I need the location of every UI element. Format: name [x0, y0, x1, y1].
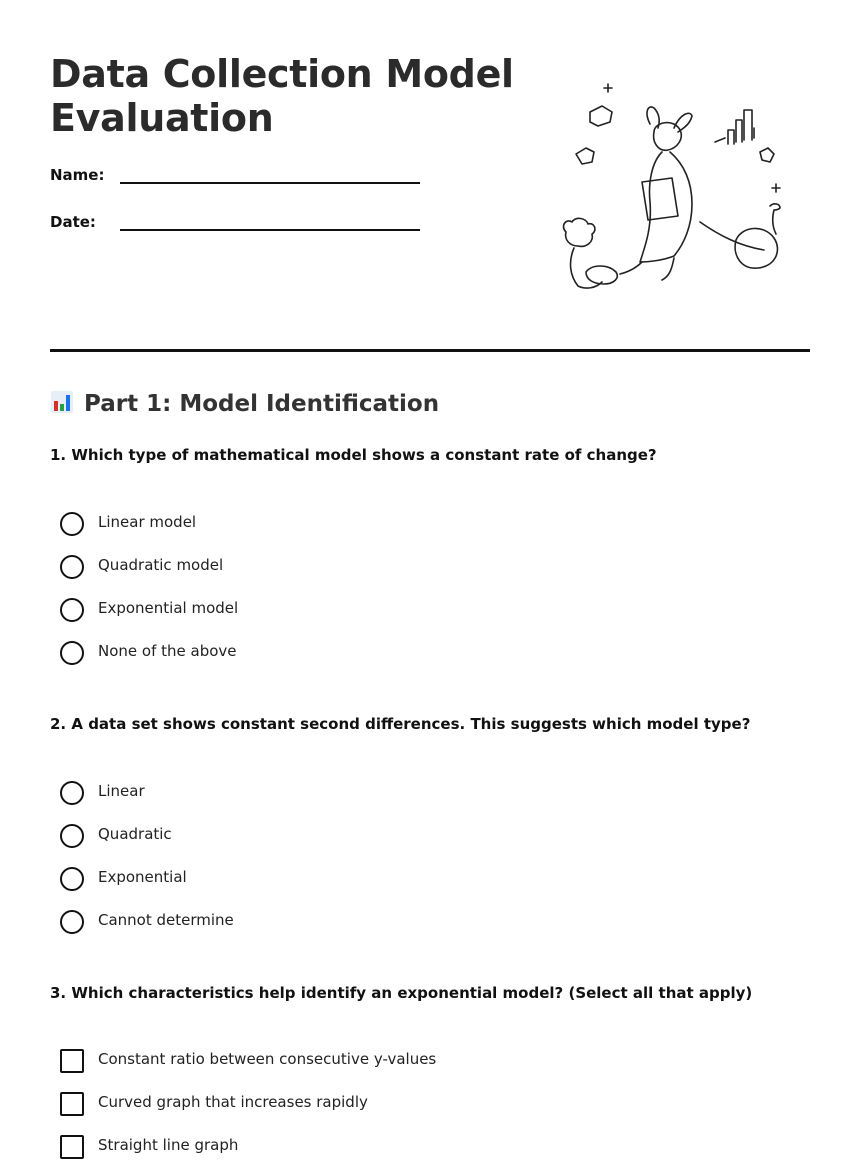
- rock-shape: [576, 148, 594, 164]
- kangaroo-body: [640, 152, 692, 262]
- option-label: Curved graph that increases rapidly: [98, 1093, 368, 1111]
- title-line-1: Data Collection Model: [50, 52, 514, 96]
- radio-button[interactable]: [60, 641, 84, 665]
- date-field[interactable]: [50, 213, 420, 243]
- option-label: Linear: [98, 782, 145, 800]
- radio-button[interactable]: [60, 824, 84, 848]
- small-animal-head: [564, 218, 595, 246]
- question-2: 2. A data set shows constant second differences. This suggests which model type?: [50, 715, 751, 733]
- option-label: Exponential model: [98, 599, 239, 617]
- q3-option-1[interactable]: [60, 1049, 760, 1075]
- emu-head: [770, 204, 780, 234]
- checkbox[interactable]: [60, 1049, 84, 1073]
- option-label: Constant ratio between consecutive y-values: [98, 1050, 437, 1068]
- sparkle-shape: [604, 84, 612, 92]
- worksheet-header: [50, 52, 810, 312]
- checkbox[interactable]: [60, 1135, 84, 1159]
- name-label: Name:: [50, 166, 105, 184]
- worksheet-title: [50, 52, 514, 140]
- radio-button[interactable]: [60, 867, 84, 891]
- name-line[interactable]: [120, 182, 420, 184]
- option-label: Cannot determine: [98, 911, 234, 929]
- q1-option-2[interactable]: [60, 555, 760, 581]
- radio-button[interactable]: [60, 512, 84, 536]
- option-label: None of the above: [98, 642, 237, 660]
- sparkle-shape: [772, 184, 780, 192]
- q2-option-1[interactable]: [60, 781, 760, 807]
- radio-button[interactable]: [60, 598, 84, 622]
- small-animal-body: [571, 248, 602, 288]
- q2-option-2[interactable]: [60, 824, 760, 850]
- title-line-2: Evaluation: [50, 96, 274, 140]
- option-label: Quadratic model: [98, 556, 224, 574]
- mini-bar-chart: [715, 110, 754, 144]
- rock-shape: [760, 148, 774, 162]
- option-label: Linear model: [98, 513, 197, 531]
- kangaroo-ears: [647, 107, 692, 132]
- date-line[interactable]: [120, 229, 420, 231]
- radio-button[interactable]: [60, 781, 84, 805]
- checkbox[interactable]: [60, 1092, 84, 1116]
- section-divider: [50, 349, 810, 352]
- q1-option-3[interactable]: [60, 598, 760, 624]
- q3-option-2[interactable]: [60, 1092, 760, 1118]
- date-label: Date:: [50, 213, 96, 231]
- q1-option-4[interactable]: [60, 641, 760, 667]
- radio-button[interactable]: [60, 555, 84, 579]
- option-label: Quadratic: [98, 825, 172, 843]
- q2-option-4[interactable]: [60, 910, 760, 936]
- kangaroo-tail: [700, 222, 764, 250]
- q3-option-3[interactable]: [60, 1135, 760, 1161]
- part-1-heading: [50, 388, 439, 420]
- option-label: Straight line graph: [98, 1136, 239, 1154]
- rock-shape: [590, 106, 612, 126]
- clipboard-shape: [642, 178, 678, 220]
- radio-button[interactable]: [60, 910, 84, 934]
- question-3: 3. Which characteristics help identify an exponential model? (Select all that apply): [50, 984, 753, 1002]
- name-field[interactable]: [50, 166, 420, 196]
- question-1: 1. Which type of mathematical model shows a constant rate of change?: [50, 446, 657, 464]
- kangaroo-and-animals-illustration: [550, 72, 790, 317]
- q1-option-1[interactable]: [60, 512, 760, 538]
- bar-chart-icon: [50, 390, 74, 414]
- q2-option-3[interactable]: [60, 867, 760, 893]
- part-1-title: Part 1: Model Identification: [84, 391, 440, 417]
- option-label: Exponential: [98, 868, 187, 886]
